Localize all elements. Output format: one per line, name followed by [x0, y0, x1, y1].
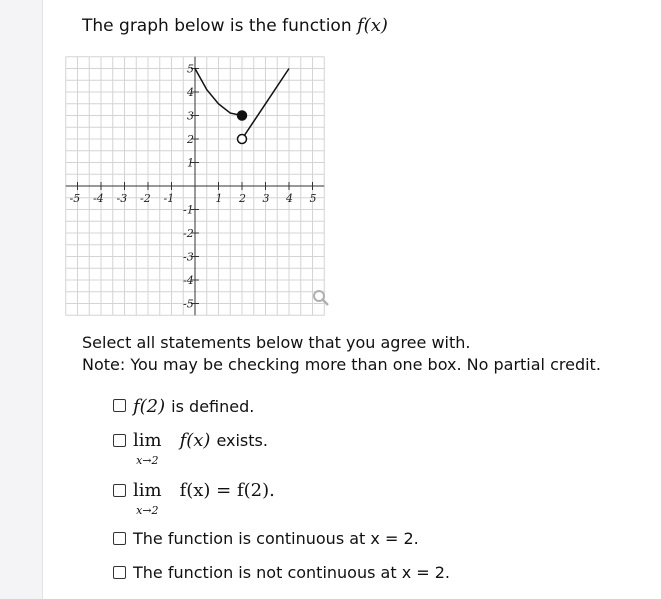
title-function: f(x) — [357, 15, 388, 36]
y-tick-label: -4 — [183, 274, 194, 287]
open-point — [238, 135, 247, 144]
option-limit-exists[interactable] — [113, 430, 268, 468]
filled-point — [238, 111, 247, 120]
x-tick-label: 5 — [309, 192, 317, 205]
x-tick-label: -5 — [69, 192, 81, 205]
option-5-text: The function is not continuous at x = 2. — [133, 563, 450, 582]
checkbox-continuous[interactable] — [113, 532, 126, 545]
limit-notation-1 — [133, 430, 162, 468]
lim-word-2: lim — [133, 480, 162, 501]
function-graph — [69, 56, 338, 312]
y-tick-label: -3 — [183, 250, 194, 264]
limit-notation-2 — [133, 480, 162, 518]
option-1-text: is defined. — [171, 397, 255, 416]
x-tick-label: -4 — [93, 192, 104, 205]
lim-sub-1: x→2 — [136, 454, 159, 467]
x-tick-label: 2 — [239, 192, 246, 205]
y-tick-label: 4 — [187, 86, 194, 99]
x-tick-label: -3 — [116, 192, 128, 205]
option-1-math: f(2) — [133, 396, 166, 417]
option-limit-equals[interactable] — [113, 480, 275, 518]
option-4-text: The function is continuous at x = 2. — [133, 529, 419, 548]
option-f2-defined[interactable] — [113, 396, 254, 418]
checkbox-not-continuous[interactable] — [113, 566, 126, 579]
x-tick-label: -1 — [163, 192, 175, 205]
y-tick-label: -1 — [183, 203, 194, 217]
prompt-line-2: Note: You may be checking more than one box. No partial credit. — [82, 355, 601, 374]
checkbox-limit-equals[interactable] — [113, 484, 126, 497]
magnifier-icon[interactable] — [314, 291, 328, 305]
y-tick-label: 3 — [187, 109, 194, 123]
x-tick-label: 1 — [215, 192, 223, 205]
option-3-math: f(x) = f(2). — [179, 480, 275, 501]
option-continuous[interactable] — [113, 529, 419, 549]
graph-svg — [69, 56, 338, 312]
prompt-line-1: Select all statements below that you agree with. — [82, 333, 471, 352]
x-tick-label: -2 — [140, 192, 151, 205]
option-not-continuous[interactable] — [113, 563, 450, 583]
checkbox-f2-defined[interactable] — [113, 399, 126, 412]
checkbox-limit-exists[interactable] — [113, 434, 126, 447]
y-tick-label: 2 — [187, 133, 194, 146]
left-rail — [0, 0, 43, 599]
title-text: The graph below is the function — [82, 16, 352, 36]
instructions — [82, 332, 601, 376]
question-title — [82, 14, 388, 38]
lim-word-1: lim — [133, 430, 162, 451]
y-tick-label: 1 — [187, 156, 194, 170]
y-tick-label: -2 — [183, 227, 194, 240]
lim-sub-2: x→2 — [136, 504, 159, 517]
y-tick-label: -5 — [183, 297, 194, 311]
y-tick-label: 5 — [187, 62, 194, 76]
option-2-text: exists. — [216, 431, 268, 450]
x-tick-label: 4 — [286, 192, 293, 205]
option-2-math: f(x) — [179, 430, 211, 451]
x-tick-label: 3 — [262, 192, 270, 205]
